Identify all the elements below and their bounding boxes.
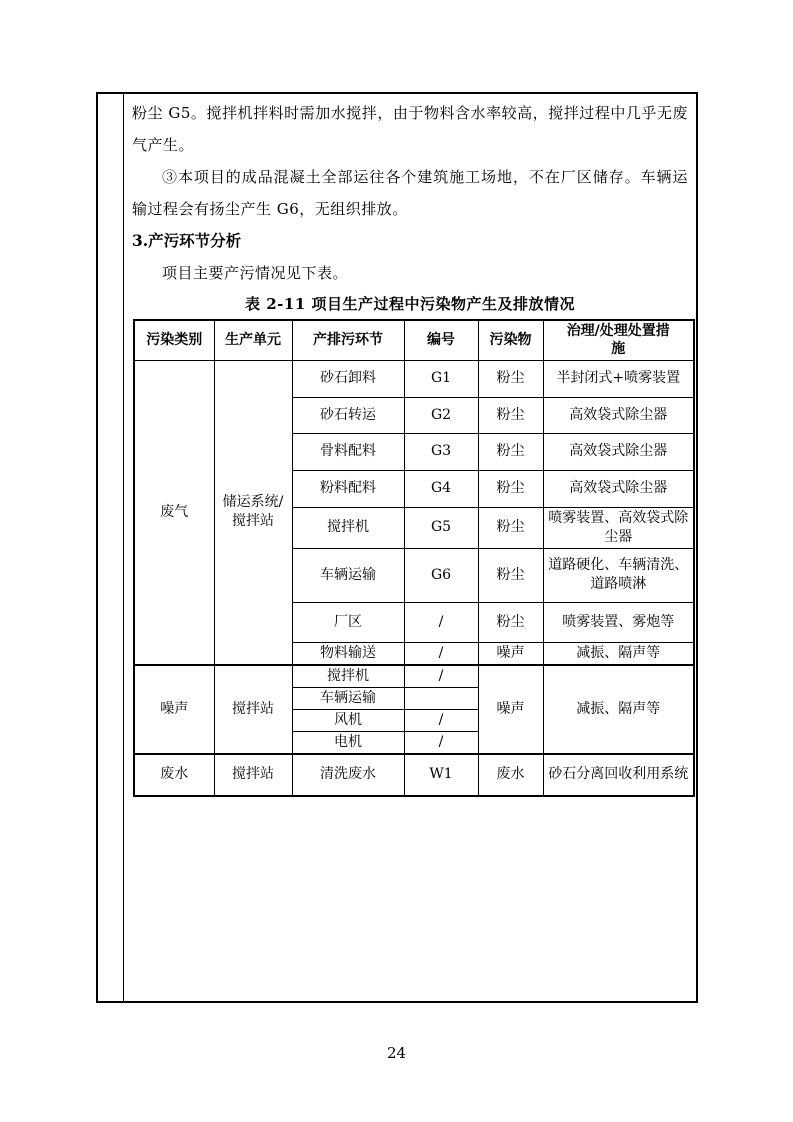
cell-pollutant-noise: 噪声 xyxy=(478,665,543,754)
header-pollutant: 污染物 xyxy=(478,320,543,360)
pollution-table xyxy=(133,319,695,797)
cell-process: 电机 xyxy=(292,731,404,754)
cell-category-wastewater: 废水 xyxy=(134,754,214,796)
cell-pollutant: 粉尘 xyxy=(478,397,543,433)
cell-measure: 高效袋式除尘器 xyxy=(543,433,694,470)
cell-process: 砂石转运 xyxy=(292,397,404,433)
cell-process: 骨料配料 xyxy=(292,433,404,470)
header-treatment-measure xyxy=(543,320,694,360)
cell-measure: 半封闭式+喷雾装置 xyxy=(543,360,694,397)
table-title: 表 2-11 项目生产过程中污染物产生及排放情况 xyxy=(245,295,575,313)
header-production-unit: 生产单元 xyxy=(214,320,292,360)
cell-measure: 喷雾装置、高效袋式除尘器 xyxy=(543,507,694,548)
cell-process: 搅拌机 xyxy=(292,665,404,688)
page-number: 24 xyxy=(386,1044,407,1062)
cell-process: 车辆运输 xyxy=(292,548,404,602)
cell-code xyxy=(404,687,478,709)
cell-measure-noise: 减振、隔声等 xyxy=(543,665,694,754)
cell-code: G4 xyxy=(404,470,478,507)
cell-code: G3 xyxy=(404,433,478,470)
cell-process: 搅拌机 xyxy=(292,507,404,548)
cell-measure: 道路硬化、车辆清洗、道路喷淋 xyxy=(543,548,694,602)
cell-pollutant: 粉尘 xyxy=(478,548,543,602)
document-frame xyxy=(96,92,698,1003)
cell-pollutant: 粉尘 xyxy=(478,602,543,642)
cell-category-noise: 噪声 xyxy=(134,665,214,754)
cell-process: 风机 xyxy=(292,709,404,731)
cell-code: G1 xyxy=(404,360,478,397)
page-content xyxy=(124,94,696,1001)
cell-code: G2 xyxy=(404,397,478,433)
cell-code: G5 xyxy=(404,507,478,548)
cell-process: 砂石卸料 xyxy=(292,360,404,397)
cell-pollutant: 噪声 xyxy=(478,642,543,665)
cell-code: / xyxy=(404,665,478,688)
cell-measure: 砂石分离回收利用系统 xyxy=(543,754,694,796)
cell-code: / xyxy=(404,731,478,754)
cell-code: G6 xyxy=(404,548,478,602)
header-discharge-stage: 产排污环节 xyxy=(292,320,404,360)
header-code: 编号 xyxy=(404,320,478,360)
cell-process: 清洗废水 xyxy=(292,754,404,796)
cell-measure: 高效袋式除尘器 xyxy=(543,470,694,507)
cell-code: / xyxy=(404,709,478,731)
paragraph-dust-g5: 粉尘 G5。搅拌机拌料时需加水搅拌，由于物料含水率较高，搅拌过程中几乎无废气产生。 xyxy=(132,104,688,154)
cell-process: 厂区 xyxy=(292,602,404,642)
left-gutter-column xyxy=(98,94,124,1001)
header-pollution-category: 污染类别 xyxy=(134,320,214,360)
cell-process: 车辆运输 xyxy=(292,687,404,709)
table-header-row xyxy=(134,320,694,360)
paragraph-table-intro: 项目主要产污情况见下表。 xyxy=(162,264,349,282)
cell-pollutant: 粉尘 xyxy=(478,470,543,507)
cell-process: 粉料配料 xyxy=(292,470,404,507)
cell-code: / xyxy=(404,642,478,665)
header-treatment-measure-text: 治理/处理处置措施 xyxy=(566,323,670,358)
section-heading: 3.产污环节分析 xyxy=(132,231,242,250)
cell-unit-mixing-station: 搅拌站 xyxy=(214,754,292,796)
cell-unit-storage-mixing: 储运系统/搅拌站 xyxy=(214,360,292,665)
cell-unit-mixing-station: 搅拌站 xyxy=(214,665,292,754)
cell-code: W1 xyxy=(404,754,478,796)
table-row xyxy=(134,754,694,796)
cell-pollutant: 粉尘 xyxy=(478,507,543,548)
cell-pollutant: 废水 xyxy=(478,754,543,796)
paragraph-transport: ③本项目的成品混凝土全部运往各个建筑施工场地，不在厂区储存。车辆运输过程会有扬尘产生 G6，无组织排放。 xyxy=(132,168,688,218)
cell-process: 物料输送 xyxy=(292,642,404,665)
cell-pollutant: 粉尘 xyxy=(478,433,543,470)
cell-code: / xyxy=(404,602,478,642)
cell-measure: 高效袋式除尘器 xyxy=(543,397,694,433)
table-row xyxy=(134,665,694,688)
cell-pollutant: 粉尘 xyxy=(478,360,543,397)
cell-measure: 减振、隔声等 xyxy=(543,642,694,665)
table-row xyxy=(134,360,694,397)
cell-category-waste-gas: 废气 xyxy=(134,360,214,665)
cell-measure: 喷雾装置、雾炮等 xyxy=(543,602,694,642)
